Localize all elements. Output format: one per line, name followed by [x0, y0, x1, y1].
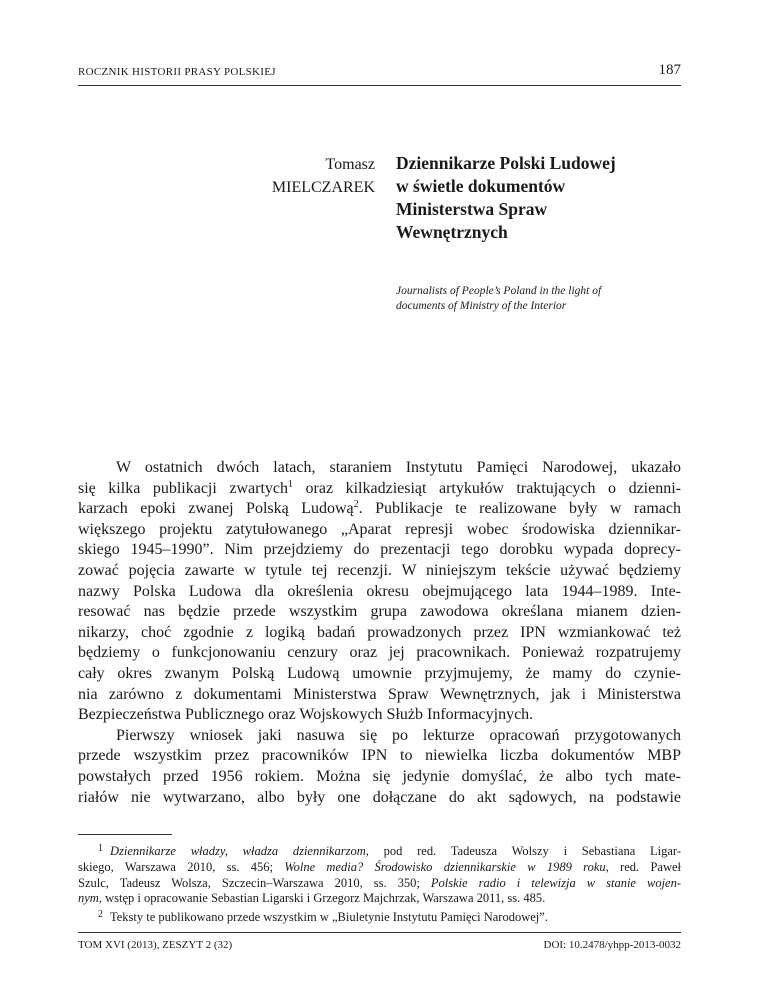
body-line: większego projektu zatytułowanego „Aparat represji wobec środowiska dziennikar-: [78, 520, 681, 538]
footnote-italic: Wolne media? Środowisko dziennikarskie w 1989 roku: [284, 859, 606, 874]
footnote-italic: Polskie radio i telewizja w stanie wojen-: [430, 875, 681, 890]
body-line: riałów nie wytwarzano, albo były one dołączane do akt sądowych, na podstawie: [78, 788, 681, 806]
body-line: Bezpieczeństwa Publicznego oraz Wojskowych Służb Informacyjnych.: [78, 706, 534, 724]
doi[interactable]: DOI: 10.2478/yhpp-2013-0032: [543, 939, 681, 951]
subtitle-line: documents of Ministry of the Interior: [396, 300, 567, 312]
title-line: w świetle dokumentów: [396, 176, 566, 196]
footnote-text: , pod red. Tadeusza Wolszy i Sebastiana Ligar-: [365, 844, 681, 858]
footnote-1-line: [78, 841, 681, 860]
footnote-rule: [78, 834, 172, 835]
footnote-text: Teksty te publikowano przede wszystkim w „Biuletynie Instytutu Pamięci Narodowej”.: [110, 910, 548, 925]
line-text: karzach epoki zwanej Polską Ludową: [78, 500, 354, 518]
title-line: Dziennikarze Polski Ludowej: [396, 153, 616, 173]
body-line: nazwy Polska Ludowa dla określenia okresu obejmującego lata 1944–1989. Inte-: [78, 582, 681, 600]
paragraph-1: [78, 458, 681, 726]
title-line: Wewnętrznych: [396, 222, 508, 242]
body-line: W ostatnich dwóch latach, staraniem Instytutu Pamięci Narodowej, ukazało: [116, 459, 681, 476]
footnote-ref-2[interactable]: 2: [353, 499, 359, 511]
title-line: Ministerstwa Spraw: [396, 199, 548, 219]
footnote-1-line: [78, 876, 681, 892]
footnote-text: Szulc, Tadeusz Wolsza, Szczecin–Warszawa 2010, ss. 350;: [78, 875, 431, 890]
footnote-italic: Dziennikarze władzy, władza dziennikarzom: [110, 844, 366, 858]
body-line: cały okres zwanym Polską Ludową umownie przyjmujemy, że mamy do czynie-: [78, 664, 681, 682]
body-line: powstałych przed 1956 rokiem. Można się jedynie domyślać, że albo tych mate-: [78, 767, 681, 785]
body-line: Pierwszy wniosek jaki nasuwa się po lekturze opracowań przygotowanych: [116, 726, 681, 744]
body-text: [78, 458, 681, 808]
footnotes: [78, 841, 681, 926]
page-number: 187: [658, 62, 681, 78]
author-last-name: MIELCZAREK: [271, 179, 375, 196]
footnote-italic: nym: [78, 891, 99, 906]
paragraph-2: [78, 726, 681, 808]
volume-info: TOM XVI (2013), ZESZYT 2 (32): [78, 939, 233, 951]
footnote-text: , wstęp i opracowanie Sebastian Ligarski i Grzegorz Majchrzak, Warszawa 2011, ss. 485.: [98, 891, 546, 906]
footer-rule: [78, 932, 681, 933]
body-line: przede wszystkim przez pracowników IPN to niewielka liczba dokumentów MBP: [78, 747, 681, 765]
footnote-text: skiego, Warszawa 2010, ss. 456;: [78, 859, 285, 874]
body-line: skiego 1945–1990”. Nim przejdziemy do prezentacji tego dorobku wypada doprecy-: [78, 541, 681, 559]
footnote-text: , red. Paweł: [605, 859, 681, 874]
english-title: [396, 284, 601, 314]
author-first-name: Tomasz: [325, 156, 375, 173]
footnote-ref-1[interactable]: 1: [288, 478, 293, 490]
body-line: będziemy o funkcjonowaniu cenzury oraz jej pracownikach. Ponieważ rozpatrujemy: [78, 644, 681, 662]
line-text: się kilka publikacji zwartych: [78, 479, 288, 497]
body-line: nia zarówno z dokumentami Ministerstwa Spraw Wewnętrznych, jak i Ministerstwa: [78, 685, 681, 703]
footnote-2-line: [78, 907, 681, 926]
footnote-1-line: [78, 860, 681, 876]
footnote-1-line: [78, 891, 681, 907]
body-line: resować nas będzie przede wszystkim grupa zawodowa określana mianem dzien-: [78, 603, 681, 621]
footnote-number: 2: [98, 909, 103, 921]
journal-title: ROCZNIK HISTORII PRASY POLSKIEJ: [78, 66, 276, 78]
article-title: [396, 152, 616, 244]
line-text: . Publikacje te realizowane były w ramach: [358, 500, 682, 518]
footnote-number: 1: [98, 843, 103, 854]
subtitle-line: Journalists of People’s Poland in the light of: [396, 285, 602, 297]
body-line: [78, 499, 681, 520]
header-rule: [78, 85, 681, 86]
body-line: nikarzy, choć zgodnie z logiką badań prowadzonych przez IPN wzmiankować też: [78, 623, 681, 641]
body-line: zować pojęcia zawarte w tytule tej recenzji. W niniejszym tekście używać będziemy: [78, 561, 681, 579]
body-line: [78, 479, 681, 500]
line-text: oraz kilkadziesiąt artykułów traktujących o dzienni-: [293, 479, 681, 497]
author-block: [200, 153, 375, 199]
